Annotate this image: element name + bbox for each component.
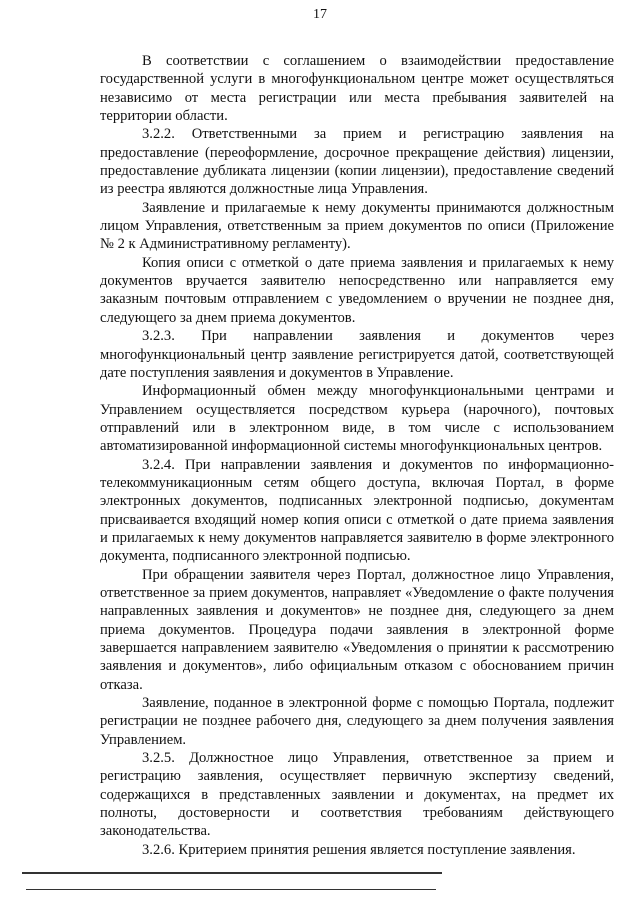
scan-edge-line bbox=[22, 872, 442, 874]
paragraph-mfc-agreement: В соответствии с соглашением о взаимодействии предоставление государственной услуги в многофункциональном центре может осуществляться независимо от места регистрации или места пребывания заявителей на территории области. bbox=[100, 53, 614, 125]
paragraph-portal-application: При обращении заявителя через Портал, должностное лицо Управления, ответственное за прием документов, направляет «Уведомление о факте получения направленных заявления и документов» не позднее дня, следующего за днем приема документов. Процедура подачи заявления в электронной форме завершается направлением заявителю «Уведомления о принятии к рассмотрению заявления и документов», либо официальным отказом с обоснованием причин отказа. bbox=[100, 566, 614, 693]
paragraph-3-2-5: 3.2.5. Должностное лицо Управления, ответственное за прием и регистрацию заявления, осуществляет первичную экспертизу сведений, содержащихся в представленных заявлении и документах, на предмет их полноты, достоверности и соответствия требованиям действующего законодательства. bbox=[100, 750, 614, 840]
paragraph-3-2-2: 3.2.2. Ответственными за прием и регистрацию заявления на предоставление (переоформление, досрочное прекращение действия) лицензии, предоставление дубликата лицензии (копии лицензии), предоставление сведений из реестра являются должностные лица Управления. bbox=[100, 126, 614, 198]
paragraph-3-2-6: 3.2.6. Критерием принятия решения является поступление заявления. bbox=[142, 841, 576, 858]
paragraph-3-2-4: 3.2.4. При направлении заявления и документов по информационно-телекоммуникационным сетям общего доступа, включая Портал, в форме электронных документов, подписанных электронной подписью, документам присваивается входящий номер копия описи с отметкой о дате приема заявления и прилагаемых к нему документов направляется заявителю в форме электронного документа, подписанного электронной подписью. bbox=[100, 456, 614, 565]
paragraph-3-2-3: 3.2.3. При направлении заявления и документов через многофункциональный центр заявление регистрируется датой, соответствующей дате поступления заявления и документов в Управление. bbox=[100, 328, 614, 381]
paragraph-information-exchange: Информационный обмен между многофункциональными центрами и Управлением осуществляется посредством курьера (нарочного), почтовых отправлений или в электронном виде, в том числе с использованием автоматизированной информационной системы многофункциональных центров. bbox=[100, 383, 614, 455]
paragraph-portal-registration: Заявление, поданное в электронной форме с помощью Портала, подлежит регистрации не позднее рабочего дня, следующего за днем получения заявления Управлением. bbox=[100, 695, 614, 748]
scan-edge-line bbox=[26, 889, 436, 890]
paragraph-inventory-copy: Копия описи с отметкой о дате приема заявления и прилагаемых к нему документов вручается заявителю непосредственно или направляется ему заказным почтовым отправлением с уведомлением о вручении не позднее дня, следующего за днем приема документов. bbox=[100, 254, 614, 326]
document-body bbox=[100, 52, 614, 859]
page-number: 17 bbox=[313, 7, 327, 22]
paragraph-acceptance-by-inventory: Заявление и прилагаемые к нему документы принимаются должностным лицом Управления, ответственным за прием документов по описи (Приложение № 2 к Административному регламенту). bbox=[100, 199, 614, 253]
